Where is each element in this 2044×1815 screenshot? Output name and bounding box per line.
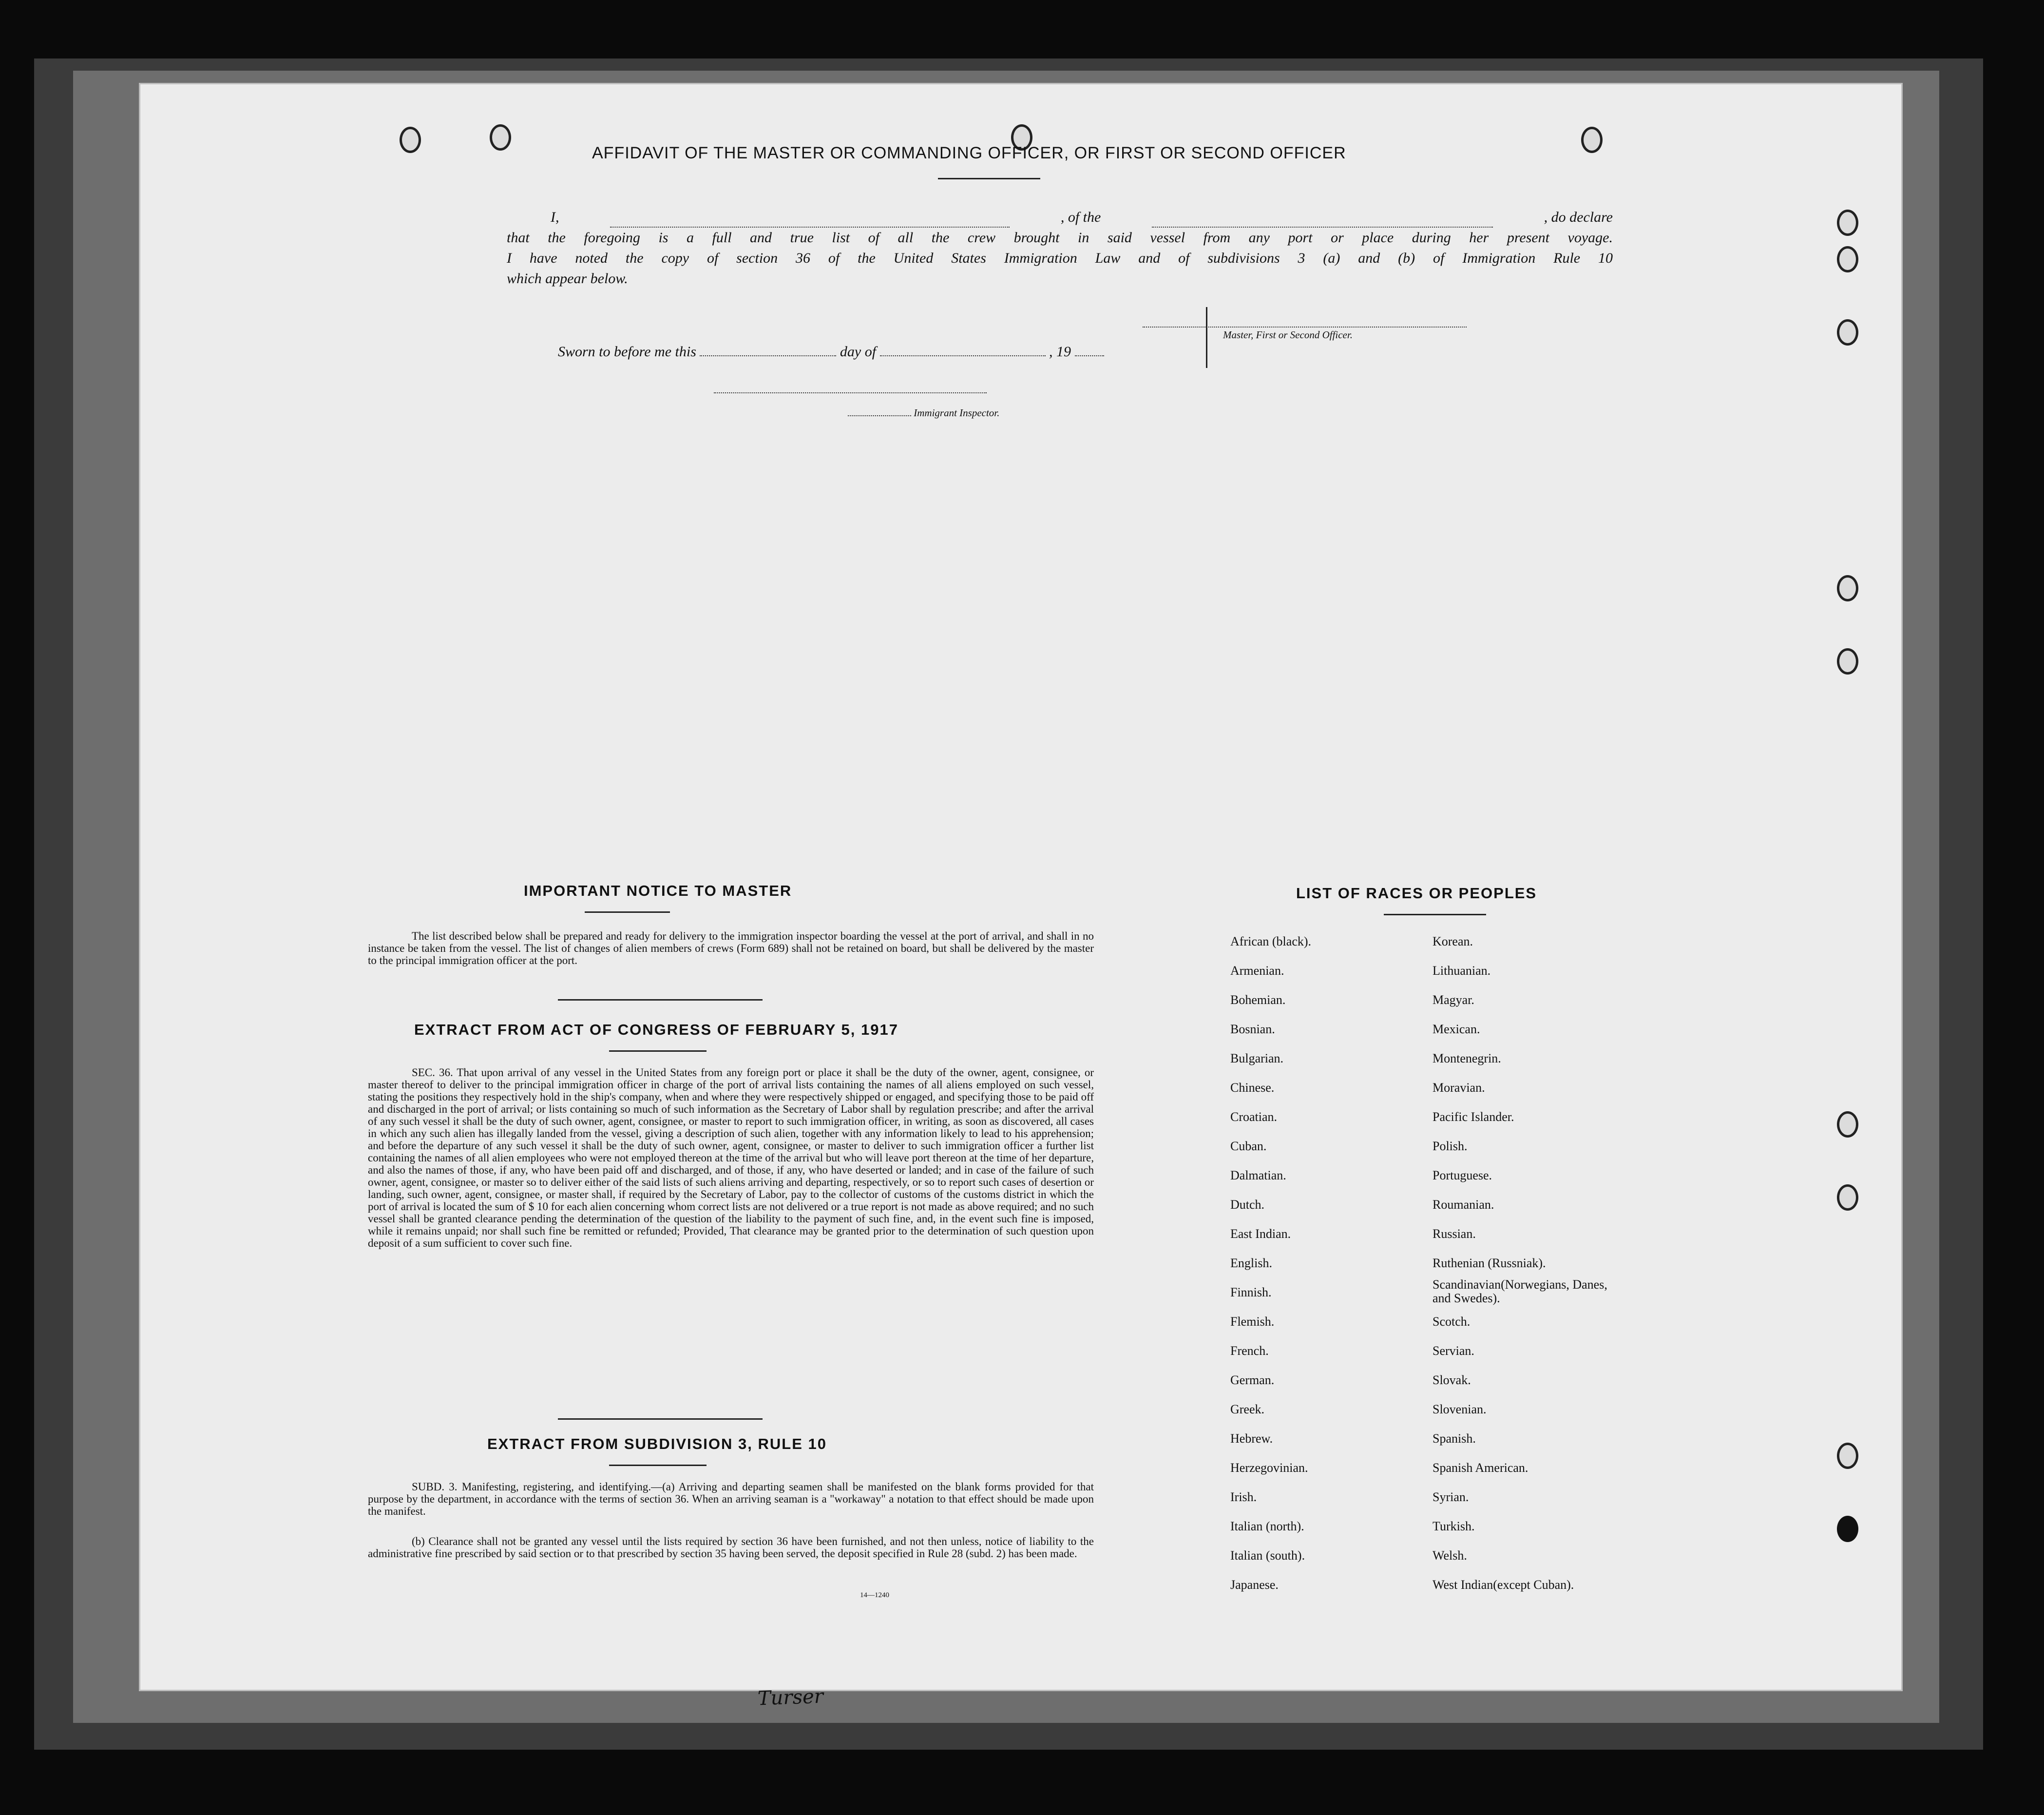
race-item: Chinese. xyxy=(1230,1081,1275,1095)
race-item: Welsh. xyxy=(1433,1548,1467,1563)
i-prefix: I, xyxy=(551,209,559,225)
punch-hole xyxy=(1837,648,1858,675)
inspector-line xyxy=(848,407,999,419)
divider xyxy=(609,1465,707,1466)
master-signature-field[interactable] xyxy=(1143,327,1467,328)
notice-text: The list described below shall be prepared and ready for delivery to the immigration inspector boarding the vessel at the port of arrival, and shall in no instance be taken from the vessel. The list of changes of alien members of crews (Form 689) shall not be retained on board, but shall be delivered by the master to the principal immigration officer at the port. xyxy=(368,930,1094,966)
race-item: Dalmatian. xyxy=(1230,1168,1286,1182)
race-item: Montenegrin. xyxy=(1433,1051,1501,1065)
race-item: Moravian. xyxy=(1433,1081,1485,1095)
race-item: Portuguese. xyxy=(1433,1168,1492,1182)
race-item: German. xyxy=(1230,1373,1275,1387)
race-item: Italian (north). xyxy=(1230,1519,1304,1533)
race-item: Herzegovinian. xyxy=(1230,1461,1308,1475)
race-item: Flemish. xyxy=(1230,1314,1275,1329)
document-sheet xyxy=(139,83,1903,1710)
race-item: Mexican. xyxy=(1433,1022,1480,1036)
punch-hole xyxy=(1837,1111,1858,1138)
rule-title: EXTRACT FROM SUBDIVISION 3, RULE 10 xyxy=(487,1435,827,1452)
punch-hole xyxy=(400,127,421,153)
divider xyxy=(558,1418,763,1420)
form-number: 14—1240 xyxy=(860,1591,889,1599)
race-item: Roumanian. xyxy=(1433,1197,1494,1212)
divider xyxy=(938,178,1040,179)
race-item: West Indian(except Cuban). xyxy=(1433,1578,1574,1592)
signature-divider xyxy=(1206,307,1207,368)
divider xyxy=(609,1050,707,1052)
race-item: Armenian. xyxy=(1230,964,1284,978)
sworn-text: Sworn to before me this xyxy=(558,344,696,360)
affidavit-body xyxy=(507,207,1613,289)
master-label: Master, First or Second Officer. xyxy=(1223,329,1353,341)
races-column-2 xyxy=(1433,927,1618,1600)
punch-hole xyxy=(1581,127,1603,153)
vessel-field[interactable] xyxy=(1152,207,1493,228)
race-item: Bohemian. xyxy=(1230,993,1286,1007)
affidavit-line-1 xyxy=(507,207,1613,228)
race-item: Croatian. xyxy=(1230,1110,1278,1124)
punch-hole xyxy=(1837,1516,1858,1542)
divider xyxy=(558,999,763,1001)
rule-text-b: (b) Clearance shall not be granted any vessel until the lists required by section 36 have been furnished, and not then unless, notice of liability to the administrative fine prescribed by said section or to that prescribed by section 35 having been served, the deposit specified in Rule 28 (subd. 2) has been made. xyxy=(368,1535,1094,1560)
affidavit-line-3: I have noted the copy of section 36 of the United States Immigration Law and of subdivisions 3 (a) and (b) of Immigration Rule 10 xyxy=(507,250,1613,266)
race-item: Pacific Islander. xyxy=(1433,1110,1514,1124)
inspector-signature-field[interactable] xyxy=(714,392,987,393)
race-item: English. xyxy=(1230,1256,1272,1270)
sworn-line xyxy=(558,344,1104,360)
do-declare-text: , do declare xyxy=(1544,209,1613,225)
punch-hole xyxy=(1837,1443,1858,1469)
handwritten-note: Turser xyxy=(757,1685,824,1710)
race-item: Ruthenian (Russniak). xyxy=(1433,1256,1546,1270)
race-item: Dutch. xyxy=(1230,1197,1265,1212)
punch-hole xyxy=(1837,246,1858,272)
affidavit-line-4: which appear below. xyxy=(507,270,628,287)
name-field[interactable] xyxy=(610,207,1010,228)
inspector-label: Immigrant Inspector. xyxy=(914,407,1000,419)
race-item: Bulgarian. xyxy=(1230,1051,1284,1065)
inspector-dots xyxy=(848,415,911,416)
sworn-day-field[interactable] xyxy=(700,355,836,356)
punch-hole xyxy=(1837,575,1858,601)
punch-hole xyxy=(490,124,511,151)
race-item: African (black). xyxy=(1230,934,1312,948)
race-item: Russian. xyxy=(1433,1227,1476,1241)
punch-hole xyxy=(1837,1184,1858,1211)
punch-hole xyxy=(1837,210,1858,236)
race-item: Finnish. xyxy=(1230,1285,1272,1299)
race-item: Polish. xyxy=(1433,1139,1468,1153)
of-the-text: , of the xyxy=(1060,209,1101,225)
affidavit-title: AFFIDAVIT OF THE MASTER OR COMMANDING OFFICER, OR FIRST OR SECOND OFFICER xyxy=(592,144,1346,162)
race-item: Syrian. xyxy=(1433,1490,1469,1504)
race-item: Bosnian. xyxy=(1230,1022,1275,1036)
race-item: Irish. xyxy=(1230,1490,1257,1504)
race-item: Servian. xyxy=(1433,1344,1474,1358)
affidavit-line-2: that the foregoing is a full and true list of all the crew brought in said vessel from any port or place during her present voyage. xyxy=(507,230,1613,246)
day-of-text: day of xyxy=(840,344,877,360)
divider xyxy=(1384,914,1486,915)
race-item: Slovenian. xyxy=(1433,1402,1487,1416)
race-item: Korean. xyxy=(1433,934,1473,948)
race-item: East Indian. xyxy=(1230,1227,1291,1241)
race-item: Italian (south). xyxy=(1230,1548,1305,1563)
race-item: Japanese. xyxy=(1230,1578,1279,1592)
act-text: SEC. 36. That upon arrival of any vessel in the United States from any foreign port or place it shall be the duty of the owner, agent, consignee, or master thereof to deliver to the principal immigration officer in charge of the port of arrival lists containing the names of all aliens employed on such vessel, stating the positions they respectively hold in the ship's company, when and where they were respectively shipped or engaged, and specifying those to be paid off and discharged in the port of arrival; or lists containing so much of such information as the Secretary of Labor shall by regulation prescribe; and after the arrival of any such vessel it shall be the duty of such owner, agent, consignee, or master to report to such immigration officer, in writing, as soon as discovered, all cases in which any such alien has illegally landed from the vessel, giving a description of such alien, together with any information likely to lead to his apprehension; and before the departure of any such vessel it shall be the duty of such owner, agent, consignee, or master to deliver to such immigration officer a further list containing the names of all alien employees who were not employed thereon at the time of the arrival but who will leave port thereon at the time of her departure, and also the names of those, if any, who have been paid off and discharged, and of those, if any, who have deserted or landed; and in case of the failure of such owner, agent, consignee, or master so to deliver either of the said lists of such aliens arriving and departing, respectively, or so to report such cases of desertion or landing, such owner, agent, consignee, or master shall, if required by the Secretary of Labor, pay to the collector of customs of the customs district in which the port of arrival is located the sum of $ 10 for each alien concerning whom correct lists are not delivered or a true report is not made as above required; and no such vessel shall be granted clearance pending the determination of the question of the liability to the payment of such fine, and, in the event such fine is imposed, while it remains unpaid; nor shall such fine be remitted or refunded; Provided, That clearance may be granted prior to the determination of such question upon deposit of a sum sufficient to cover such fine. xyxy=(368,1066,1094,1249)
race-item: Cuban. xyxy=(1230,1139,1267,1153)
rule-text-a: SUBD. 3. Manifesting, registering, and identifying.—(a) Arriving and departing seamen shall be manifested on the blank forms provided for that purpose by the department, in accordance with the terms of section 36. When an arriving seaman is a "workaway" a notation to that effect should be made upon the manifest. xyxy=(368,1481,1094,1517)
race-item: Turkish. xyxy=(1433,1519,1475,1533)
race-item: Spanish. xyxy=(1433,1431,1476,1446)
notice-title: IMPORTANT NOTICE TO MASTER xyxy=(524,882,792,899)
race-item: Spanish American. xyxy=(1433,1461,1528,1475)
act-title: EXTRACT FROM ACT OF CONGRESS OF FEBRUARY 5, 1917 xyxy=(414,1021,898,1038)
race-item: Hebrew. xyxy=(1230,1431,1273,1446)
divider xyxy=(585,911,670,913)
race-item: Greek. xyxy=(1230,1402,1265,1416)
race-item: Lithuanian. xyxy=(1433,964,1491,978)
year-text: , 19 xyxy=(1049,344,1071,360)
race-item: Magyar. xyxy=(1433,993,1474,1007)
races-column-1 xyxy=(1230,927,1311,1600)
race-item: Scandinavian(Norwegians, Danes, and Swedes). xyxy=(1433,1277,1607,1305)
races-title: LIST OF RACES OR PEOPLES xyxy=(1296,885,1537,902)
sworn-month-field[interactable] xyxy=(880,355,1046,356)
race-item: French. xyxy=(1230,1344,1269,1358)
race-item: Slovak. xyxy=(1433,1373,1471,1387)
sworn-year-field[interactable] xyxy=(1075,355,1104,356)
race-item: Scotch. xyxy=(1433,1314,1471,1329)
punch-hole xyxy=(1837,319,1858,346)
